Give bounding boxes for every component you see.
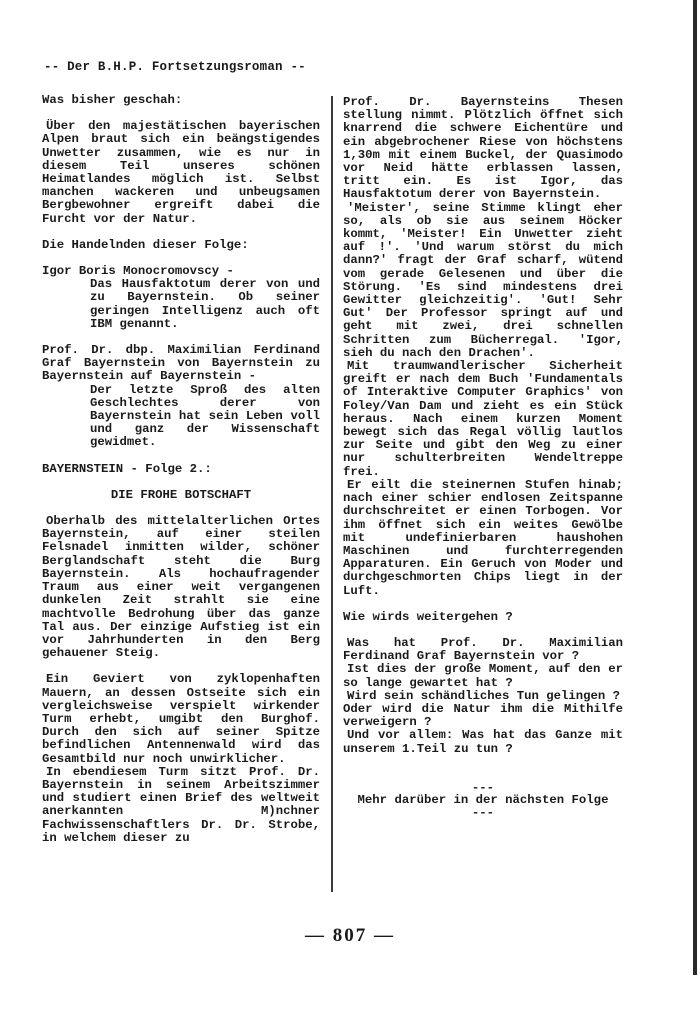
cast-igor-name: Igor Boris Monocromovscy -	[42, 264, 234, 279]
episode-title: BAYERNSTEIN - Folge 2.:	[42, 461, 212, 476]
chapter-title: DIE FROHE BOTSCHAFT	[110, 487, 252, 502]
next-episode-note: Mehr darüber in der nächsten Folge	[357, 792, 609, 807]
story-paragraph: Er eilt die steinernen Stufen hinab; nach einer schier endlosen Zeitspanne durchschreitet er einen Torbogen. Vor ihm öffnet sich ein weites Gewölbe mit undefinierbaren haushohen Maschinen und furchterregenden Apparaturen. Ein Geruch von Moder und durchgeschmorten Chips liegt in der Luft.	[343, 477, 623, 598]
recap-title: Was bisher geschah:	[42, 93, 183, 107]
story-paragraph: Oberhalb des mittelalterlichen Ortes Bayernstein, auf einer steilen Felsnadel inmitten wilder, schöner Berglandschaft steht die Burg Bayernstein. Als hochaufragender Traum aus einer weit vergangenen dunkelen Zeit strahlt sie eine machtvolle Bedrohung über das ganze Tal aus. Der einzige Aufstieg ist ein vor Jahrhunderten in den Berg gehauener Steig.	[42, 514, 320, 661]
page-number: — 807 —	[305, 925, 395, 946]
question-title: Wie wirds weitergehen ?	[343, 609, 513, 624]
question-item: Oder wird die Natur ihm die Mithilfe verweigern ?	[343, 701, 623, 730]
story-paragraph: Ein Geviert von zyklopenhaften Mauern, an dessen Ostseite sich ein vergleichsweise verspielt wirkender Turm erhebt, umgibt den Burghof. Durch den sich auf seiner Spitze befindlichen Antennenwald wird das Gesamtbild nur noch unwirklicher.	[42, 672, 320, 766]
cast-prof-desc: Der letzte Sproß des alten Geschlechtes derer von Bayernstein hat sein Leben voll und ganz der Wissenschaft gewidmet.	[90, 382, 320, 450]
cast-title: Die Handelnden dieser Folge:	[42, 237, 249, 252]
cast-prof-name: Prof. Dr. dbp. Maximilian Ferdinand Graf Bayernstein von Bayernstein zu Bayernstein auf Bayernstein -	[42, 343, 320, 384]
right-column	[343, 96, 623, 819]
series-header: -- Der B.H.P. Fortsetzungsroman --	[44, 60, 306, 74]
recap-text: Über den majestätischen bayerischen Alpen braut sich ein beängstigendes Unwetter zusammen, wie es nur in diesem Teil unseres schönen Heimatlandes möglich ist. Selbst manchen wackeren und unbeugsamen Bergbewohner ergreift dabei die Furcht vor der Natur.	[42, 119, 320, 226]
story-paragraph: 'Meister', seine Stimme klingt eher so, als ob sie aus seinem Höcker kommt, 'Meister! Ein Unwetter zieht auf !'. 'Und warum störst du mich dann?' fragt der Graf scharf, wütend vom gerade Gelesenen und über die Störung. 'Es sind mindestens drei Gewitter gleichzeitig'. 'Gut! Sehr Gut' Der Professor springt auf und geht mit zwei, drei schnellen Schritten zum Bücherregal. 'Igor, sieh du nach den Drachen'.	[343, 200, 623, 360]
column-divider	[331, 96, 333, 892]
separator-top: ---	[471, 780, 495, 795]
left-column	[42, 94, 320, 845]
story-paragraph: Mit traumwandlerischer Sicherheit greift er nach dem Buch 'Fundamentals of Interaktive Computer Graphics' von Foley/Van Dam und zieht es ein Stück heraus. Nach einem kurzen Moment bewegt sich das Regal völlig lautlos zur Seite und gibt den Weg zu einer nur schulterbreiten Wendeltreppe frei.	[343, 359, 623, 479]
question-item: Ist dies der große Moment, auf den er so lange gewartet hat ?	[343, 662, 623, 690]
story-paragraph: In ebendiesem Turm sitzt Prof. Dr. Bayernstein in seinem Arbeitszimmer und studiert einen Brief des weltweit anerkannten M)nchner Fachwissenschaftlers Dr. Dr. Strobe, in welchem dieser zu	[42, 764, 320, 845]
question-item: Wird sein schändliches Tun gelingen ?	[347, 688, 621, 703]
separator-bottom: ---	[471, 805, 495, 820]
story-paragraph: Prof. Dr. Bayernsteins Thesen stellung nimmt. Plötzlich öffnet sich knarrend die schwere Eichentüre und ein abgebrochener Riese von höchstens 1,30m mit einem Buckel, der Quasimodo vor Neid hätte erblassen lassen, tritt ein. Es ist Igor, das Hausfaktotum derer von Bayernstein.	[343, 95, 623, 202]
scan-edge	[693, 0, 697, 975]
question-item: Was hat Prof. Dr. Maximilian Ferdinand Graf Bayernstein vor ?	[343, 635, 623, 664]
cast-igor-desc: Das Hausfaktotum derer von und zu Bayernstein. Ob seiner geringen Intelligenz auch oft IBM genannt.	[90, 277, 320, 331]
question-item: Und vor allem: Was hat das Ganze mit unserem 1.Teil zu tun ?	[343, 728, 623, 756]
